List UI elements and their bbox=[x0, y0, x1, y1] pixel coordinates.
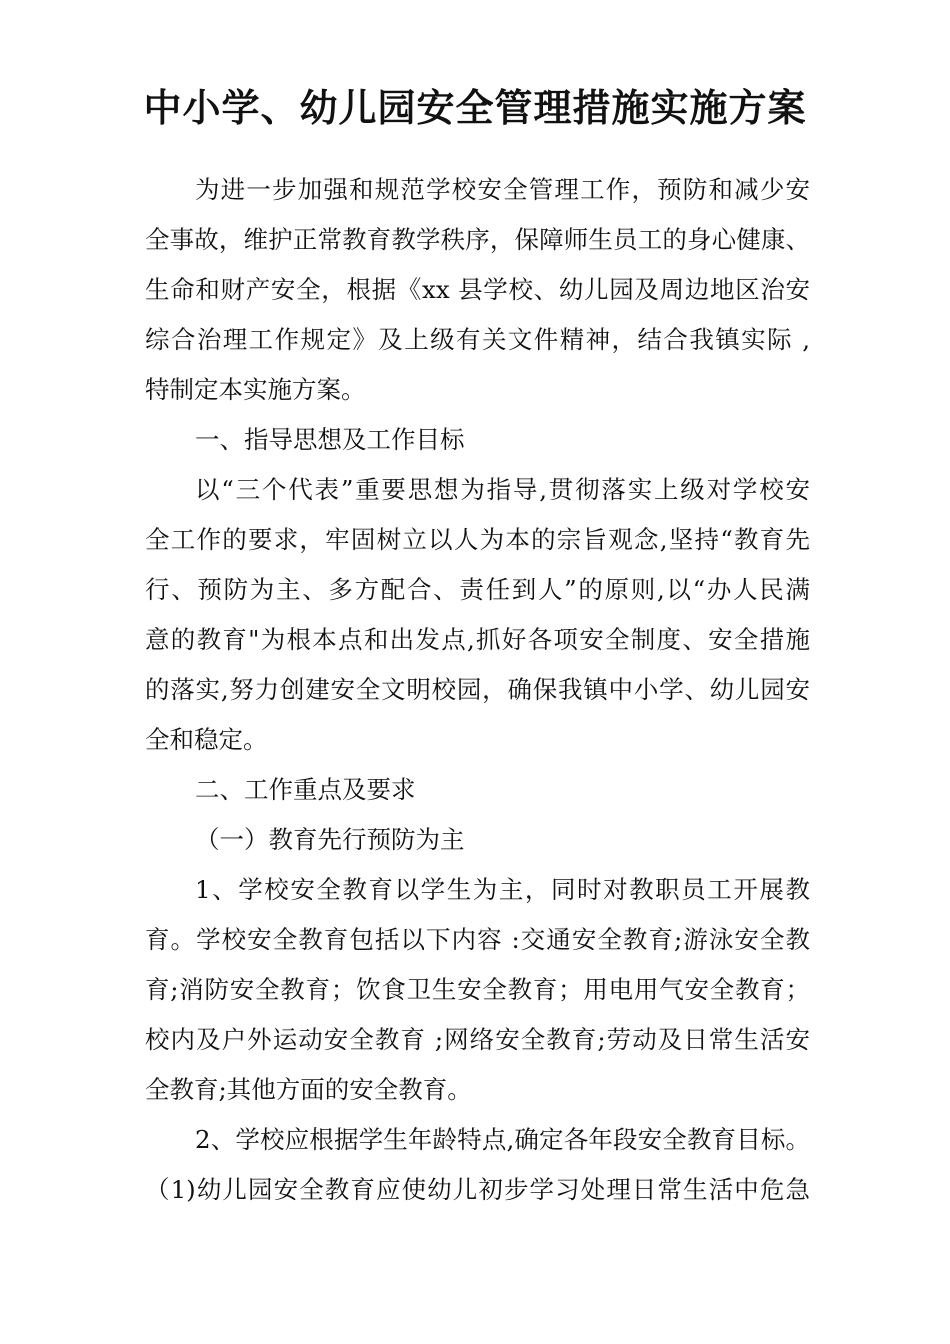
paragraph-line: 1、学校安全教育以学生为主，同时对教职员工开展教 bbox=[195, 875, 810, 904]
document-title: 中小学、幼儿园安全管理措施实施方案 bbox=[143, 85, 807, 130]
paragraph-line: 生命和财产安全，根据《xx 县学校、幼儿园及周边地区治安 bbox=[145, 275, 810, 304]
paragraph-line: 综合治理工作规定》及上级有关文件精神，结合我镇实际 , bbox=[145, 325, 810, 354]
paragraph-line: 育。学校安全教育包括以下内容 :交通安全教育;游泳安全教 bbox=[145, 925, 810, 954]
paragraph-line: 特制定本实施方案。 bbox=[145, 375, 366, 404]
paragraph-line: 全工作的要求，牢固树立以人为本的宗旨观念,坚持“教育先 bbox=[145, 525, 810, 554]
paragraph-line: 全教育;其他方面的安全教育。 bbox=[145, 1075, 472, 1104]
document-body bbox=[145, 165, 810, 1215]
paragraph-line: 全事故，维护正常教育教学秩序，保障师生员工的身心健康、 bbox=[145, 225, 810, 254]
paragraph-line: 为进一步加强和规范学校安全管理工作，预防和减少安 bbox=[195, 175, 810, 204]
paragraph-line: 育;消防安全教育；饮食卫生安全教育；用电用气安全教育； bbox=[145, 975, 810, 1004]
paragraph-line: 以“三个代表”重要思想为指导,贯彻落实上级对学校安 bbox=[195, 475, 810, 504]
paragraph-line: 行、预防为主、多方配合、责任到人”的原则,以“办人民满 bbox=[145, 575, 810, 604]
section-heading: 一、指导思想及工作目标 bbox=[195, 425, 465, 454]
section-heading: 二、工作重点及要求 bbox=[195, 775, 416, 804]
paragraph-line: （1)幼儿园安全教育应使幼儿初步学习处理日常生活中危急 bbox=[145, 1175, 810, 1204]
paragraph-line: 2、学校应根据学生年龄特点,确定各年段安全教育目标。 bbox=[195, 1125, 810, 1154]
paragraph-line: 校内及户外运动安全教育 ;网络安全教育;劳动及日常生活安 bbox=[145, 1025, 810, 1054]
subsection-heading: （一）教育先行预防为主 bbox=[195, 825, 465, 854]
paragraph-line: 的落实,努力创建安全文明校园，确保我镇中小学、幼儿园安 bbox=[145, 675, 810, 704]
paragraph-line: 全和稳定。 bbox=[145, 725, 268, 754]
paragraph-line: 意的教育"为根本点和出发点,抓好各项安全制度、安全措施 bbox=[145, 625, 810, 654]
